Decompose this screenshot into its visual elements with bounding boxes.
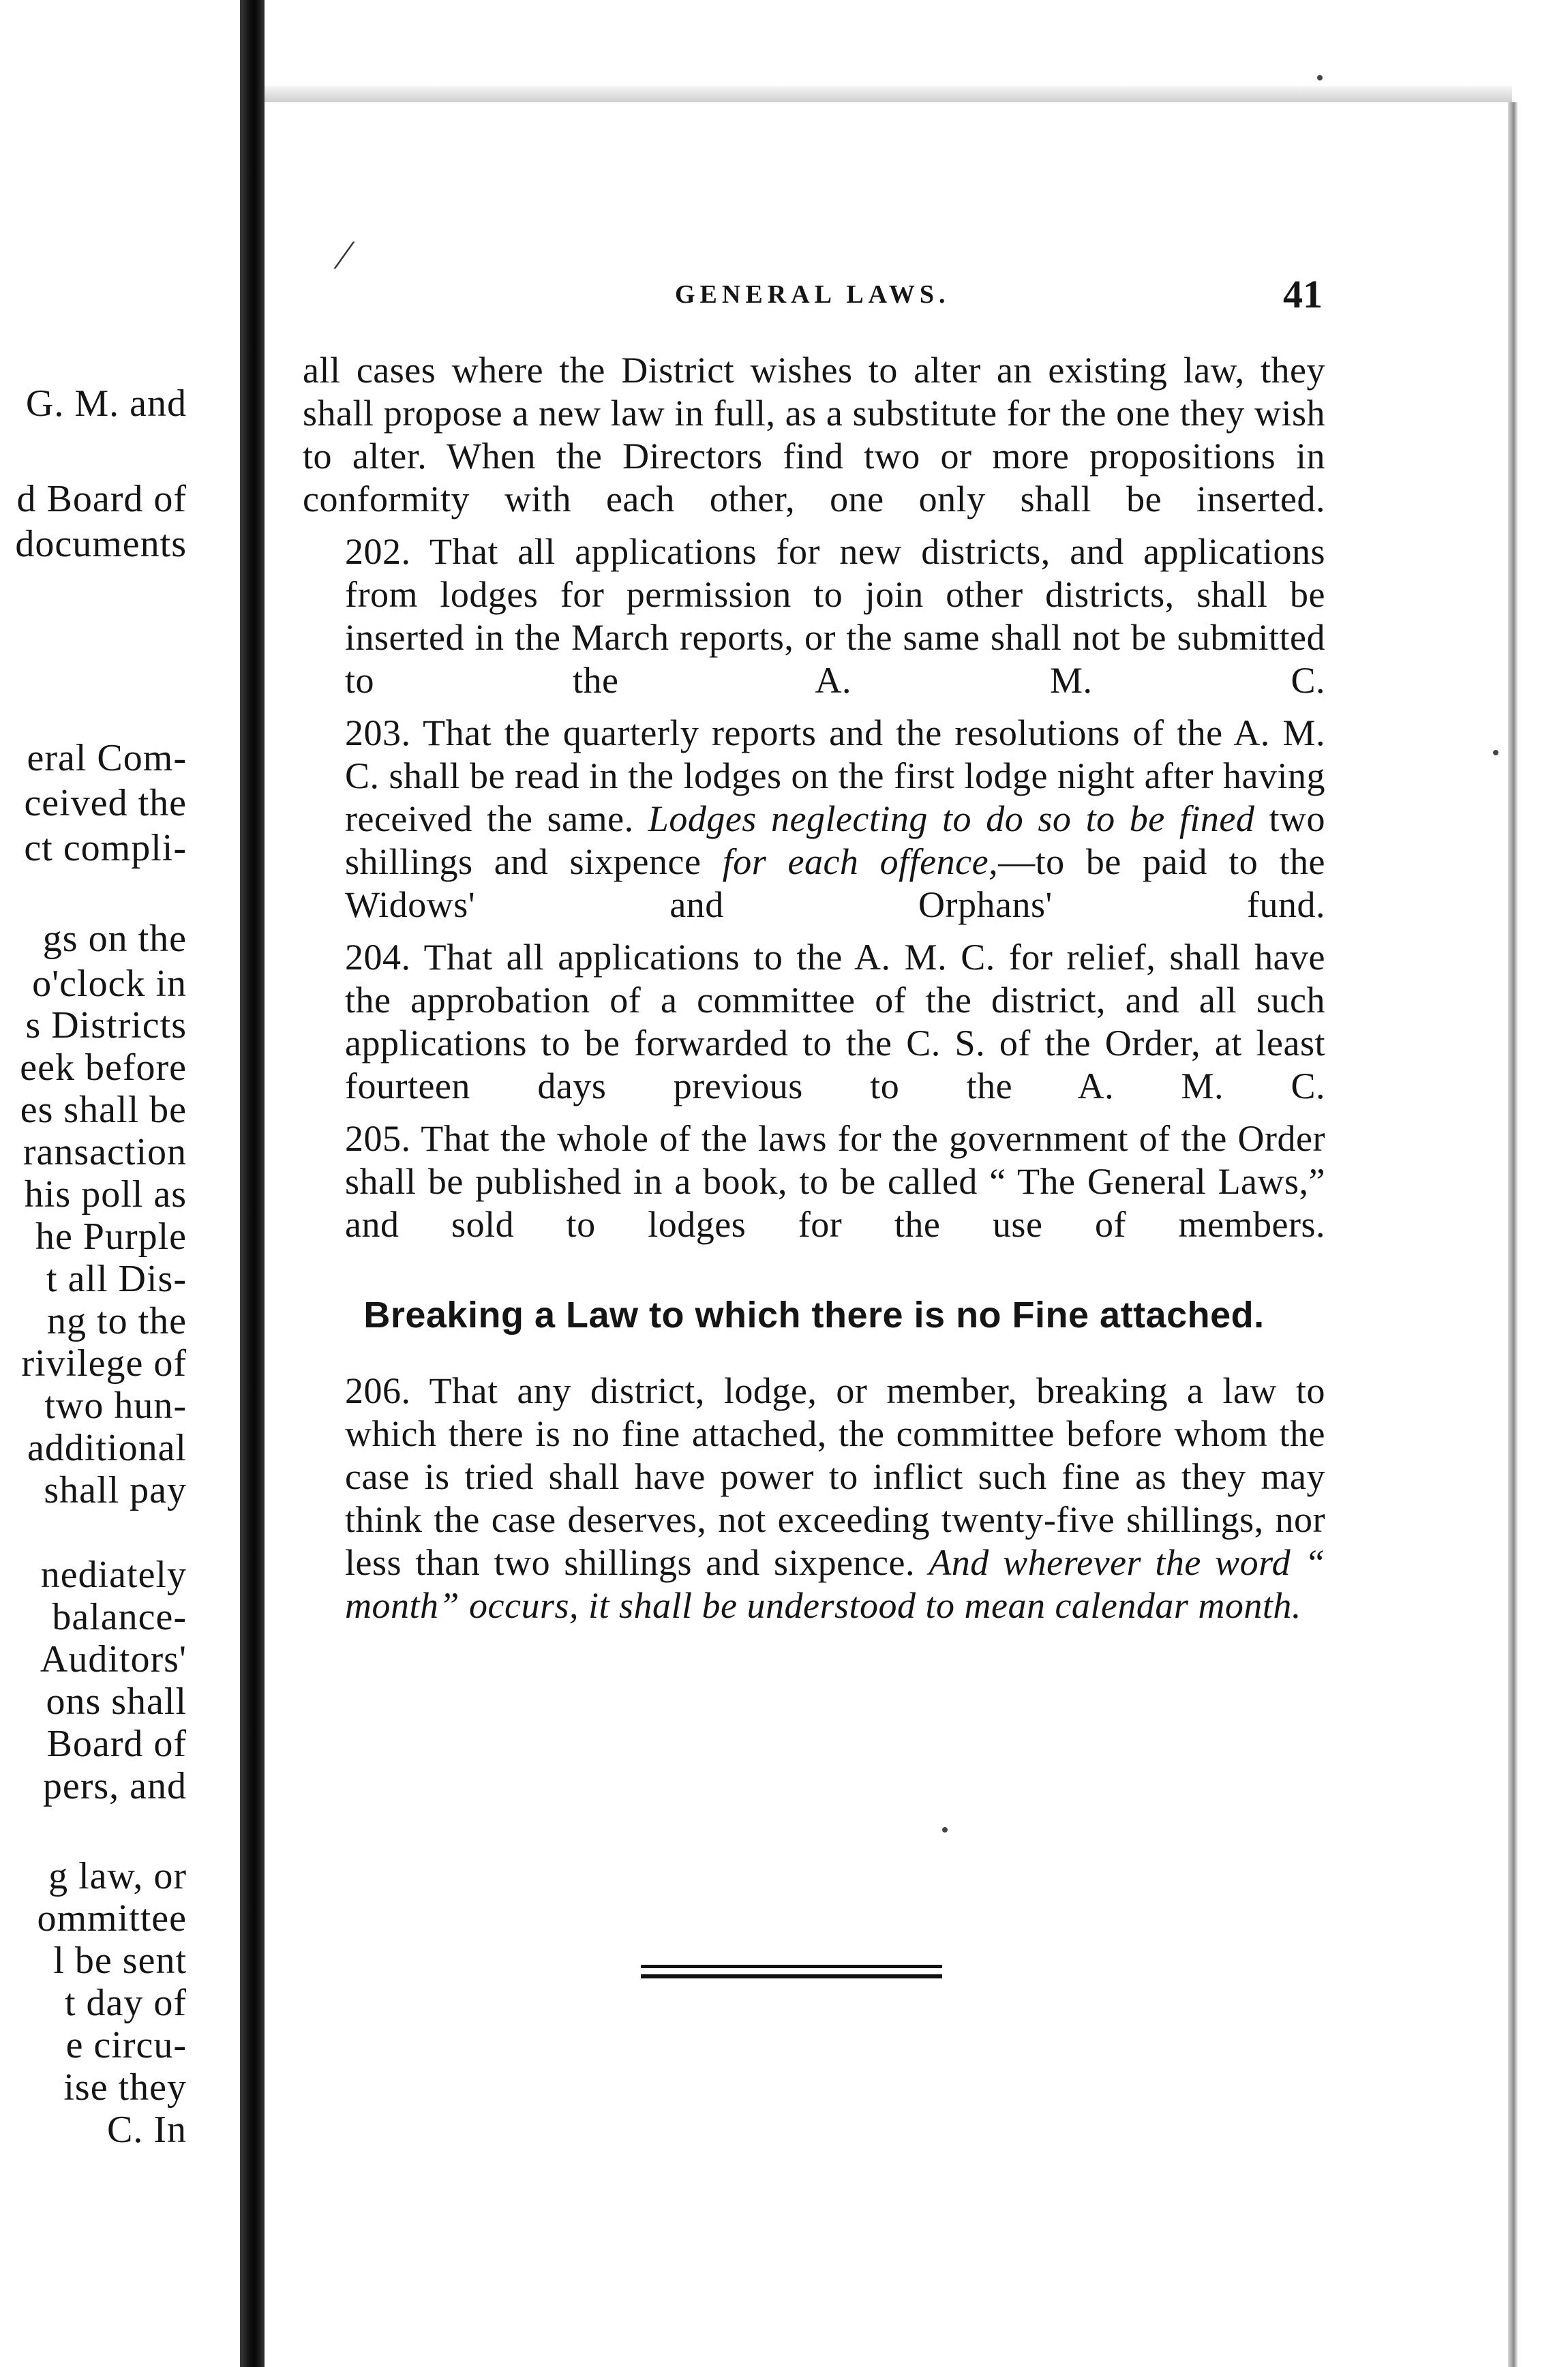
facing-page-line: s Districts xyxy=(25,1004,187,1046)
facing-page-line: t day of xyxy=(64,1982,187,2024)
facing-page-line: shall pay xyxy=(44,1469,187,1511)
facing-page-line: rivilege of xyxy=(21,1342,187,1385)
stray-mark: ⁄ xyxy=(341,232,348,277)
book-gutter xyxy=(240,0,265,2367)
facing-page-line: gs on the xyxy=(42,918,187,960)
facing-page-line: ommittee xyxy=(37,1897,187,1940)
page-body xyxy=(303,349,1325,1627)
facing-page-line: balance- xyxy=(52,1596,187,1638)
facing-page-line: l be sent xyxy=(53,1940,187,1982)
paragraph-203-text-2: two shillings and sixpence xyxy=(345,798,1326,882)
facing-page-line: his poll as xyxy=(24,1173,187,1216)
paragraph-203-text: 203. That the quarterly reports and the resolutions of the A. M. C. shall be read in the lodges on the first lodge night after having received the same. xyxy=(345,712,1325,839)
facing-page-line: es shall be xyxy=(20,1089,187,1131)
paragraph-continued: all cases where the District wishes to alter an existing law, they shall propose a new law in full, as a substitute for the one they wish to alter. When the Directors find two or more propositions in conformity with each other, one only shall be inserted. xyxy=(303,350,1325,519)
paragraph-206-italic: And wherever the word “ month” occurs, it shall be understood to mean calendar month. xyxy=(345,1542,1326,1626)
facing-page-line: documents xyxy=(15,523,187,565)
paragraph-206 xyxy=(303,1370,1325,1627)
page-top-edge xyxy=(265,86,1512,102)
facing-page-line: ons shall xyxy=(46,1680,187,1723)
facing-page-line: ng to the xyxy=(47,1300,187,1342)
speck xyxy=(1317,75,1323,80)
page-number: 41 xyxy=(1283,272,1323,316)
facing-page-line: he Purple xyxy=(35,1216,187,1258)
paragraph-205: 205. That the whole of the laws for the government of the Order shall be published in a book, to be called “ The General Laws,” and sold to lodges for the use of members. xyxy=(345,1118,1325,1245)
facing-page-line: d Board of xyxy=(16,478,187,520)
facing-page-line: nediately xyxy=(40,1554,187,1596)
facing-page-line: g law, or xyxy=(48,1855,187,1897)
facing-page-line: pers, and xyxy=(42,1765,187,1807)
facing-page-line: C. In xyxy=(107,2109,187,2151)
facing-page-fragment xyxy=(0,0,240,2367)
facing-page-line: Board of xyxy=(46,1723,187,1765)
speck xyxy=(942,1827,948,1833)
facing-page-line: o'clock in xyxy=(32,963,187,1005)
paragraph-203-italic: Lodges neglecting to do so to be fined xyxy=(648,798,1255,839)
facing-page-line: e circu- xyxy=(65,2024,187,2066)
paragraph-203-italic-2: for each offence, xyxy=(722,841,999,882)
facing-page-line: eek before xyxy=(20,1046,187,1089)
facing-page-line: eral Com- xyxy=(27,737,187,779)
facing-page-line: ct compli- xyxy=(24,827,187,869)
facing-page-line: G. M. and xyxy=(25,382,187,425)
end-rule xyxy=(641,1974,942,1978)
facing-page-line: Auditors' xyxy=(40,1638,187,1680)
section-heading: Breaking a Law to which there is no Fine attached. xyxy=(363,1295,1265,1336)
speck xyxy=(1493,750,1498,755)
facing-page-line: two hun- xyxy=(44,1385,187,1427)
paragraph-202: 202. That all applications for new districts, and applications from lodges for permission to join other districts, shall be inserted in the March reports, or the same shall not be submitted to the A. M. C. xyxy=(345,531,1325,701)
end-rule xyxy=(641,1965,942,1968)
facing-page-line: ransaction xyxy=(22,1131,187,1173)
paragraph-203-text-3: —to be paid to the Widows' and Orphans' fund. xyxy=(345,841,1326,925)
paragraph-204: 204. That all applications to the A. M. C. for relief, shall have the approbation of a committee of the district, and all such applications to be forwarded to the C. S. of the Order, at least fourteen days previous to the A. M. C. xyxy=(345,937,1325,1106)
paragraph-206-text: 206. That any district, lodge, or member, breaking a law to which there is no fine attached, the committee before whom the case is tried shall have power to inflict such fine as they may think the case deserves, not exceeding twenty-five shillings, nor less than two shillings and sixpence. xyxy=(345,1370,1325,1583)
running-header: GENERAL LAWS. xyxy=(675,280,950,309)
facing-page-line: additional xyxy=(27,1427,187,1469)
facing-page-line: t all Dis- xyxy=(46,1258,187,1300)
page-right-edge xyxy=(1508,102,1518,2367)
facing-page-line: ceived the xyxy=(24,782,187,824)
facing-page-line: ise they xyxy=(63,2066,187,2109)
paragraph-203 xyxy=(303,712,1325,926)
